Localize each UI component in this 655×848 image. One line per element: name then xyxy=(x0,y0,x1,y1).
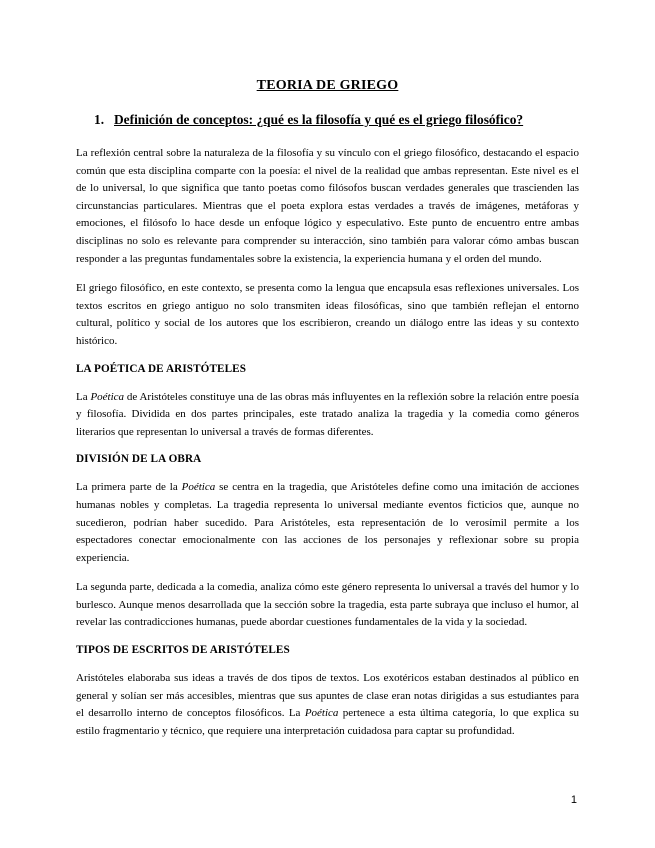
document-title: TEORIA DE GRIEGO xyxy=(256,78,399,93)
division-paragraph-1 xyxy=(76,479,579,567)
intro-paragraph-2: El griego filosófico, en este contexto, se presenta como la lengua que encapsula esas reflexiones universales. Los textos escritos en griego antiguo no solo transmiten ideas filosóficas, sino que también reflejan el entorno cultural, político y social de los autores que los escribieron, creando un diálogo entre las ideas y su contexto histórico. xyxy=(76,282,579,347)
page-number: 1 xyxy=(570,794,577,806)
heading-tipos: TIPOS DE ESCRITOS DE ARISTÓTELES xyxy=(76,644,290,657)
poetica-text-after: de Aristóteles constituye una de las obras más influyentes en la reflexión sobre la relación entre poesía y filosofía. Dividida en dos partes principales, este tratado analiza la tragedia y la comedia como géneros literarios que representan lo universal a través de formas diferentes. xyxy=(76,390,579,438)
tipos-text-before: Aristóteles elaboraba sus ideas a través de dos tipos de textos. Los exotéricos estaban destinados al público en general y solían ser más accesibles, mientras que sus apuntes de clase eran notas dirigidas a sus estudiantes para el desarrollo interno de conceptos filosóficos. La xyxy=(76,672,579,720)
section-title-text: Definición de conceptos: ¿qué es la filosofía y qué es el griego filosófico? xyxy=(114,112,524,127)
heading-poetica: LA POÉTICA DE ARISTÓTELES xyxy=(76,362,247,375)
poetica-italic-title: Poética xyxy=(90,390,125,403)
poetica-paragraph xyxy=(76,389,579,442)
division-text-after: se centra en la tragedia, que Aristóteles define como una imitación de acciones humanas nobles y completas. La tragedia representa lo universal mediante eventos ficticios que, aunque no sucedieron, podrían haber sucedido. Para Aristóteles, esta representación de lo verosímil permite a los espectadores conectar emocionalmente con las acciones de los personajes y reflexionar sobre su propia experiencia. xyxy=(76,481,580,564)
division-text-before: La primera parte de la xyxy=(76,481,182,494)
division-paragraph-2: La segunda parte, dedicada a la comedia, analiza cómo este género representa lo universal a través del humor y lo burlesco. Aunque menos desarrollada que la sección sobre la tragedia, esta parte subraya que incluso el humor, al revelar las contradicciones humanas, puede abordar cuestiones fundamentales de la vida y la sociedad. xyxy=(76,581,579,629)
division-italic-title: Poética xyxy=(181,481,216,494)
heading-division: DIVISIÓN DE LA OBRA xyxy=(76,453,202,466)
poetica-text-before: La xyxy=(76,390,91,403)
tipos-italic-title: Poética xyxy=(304,707,339,720)
tipos-text-after: pertenece a esta última categoría, lo que explica su estilo fragmentario y técnico, que requiere una interpretación cuidadosa para captar su profundidad. xyxy=(76,707,579,737)
intro-paragraph-1: La reflexión central sobre la naturaleza de la filosofía y su vínculo con el griego filosófico, destacando el espacio común que esta disciplina comparte con la poesía: el nivel de la realidad que ambas representan. Este nivel es el de lo universal, lo que significa que tanto poetas como filósofos buscan verdades generales que trascienden las circunstancias particulares. Mientras que el poeta explora estas verdades a través de imágenes, metáforas y emociones, el filósofo lo hace desde un enfoque lógico y especulativo. Este punto de encuentro entre ambas disciplinas no solo es relevante para comprender su interacción, sino también para valorar cómo ambas buscan responder a las preguntas fundamentales sobre la existencia, la experiencia humana y el orden del mundo. xyxy=(76,147,579,265)
section-number: 1. xyxy=(94,112,105,127)
section-title xyxy=(76,112,579,128)
tipos-paragraph xyxy=(76,670,579,740)
